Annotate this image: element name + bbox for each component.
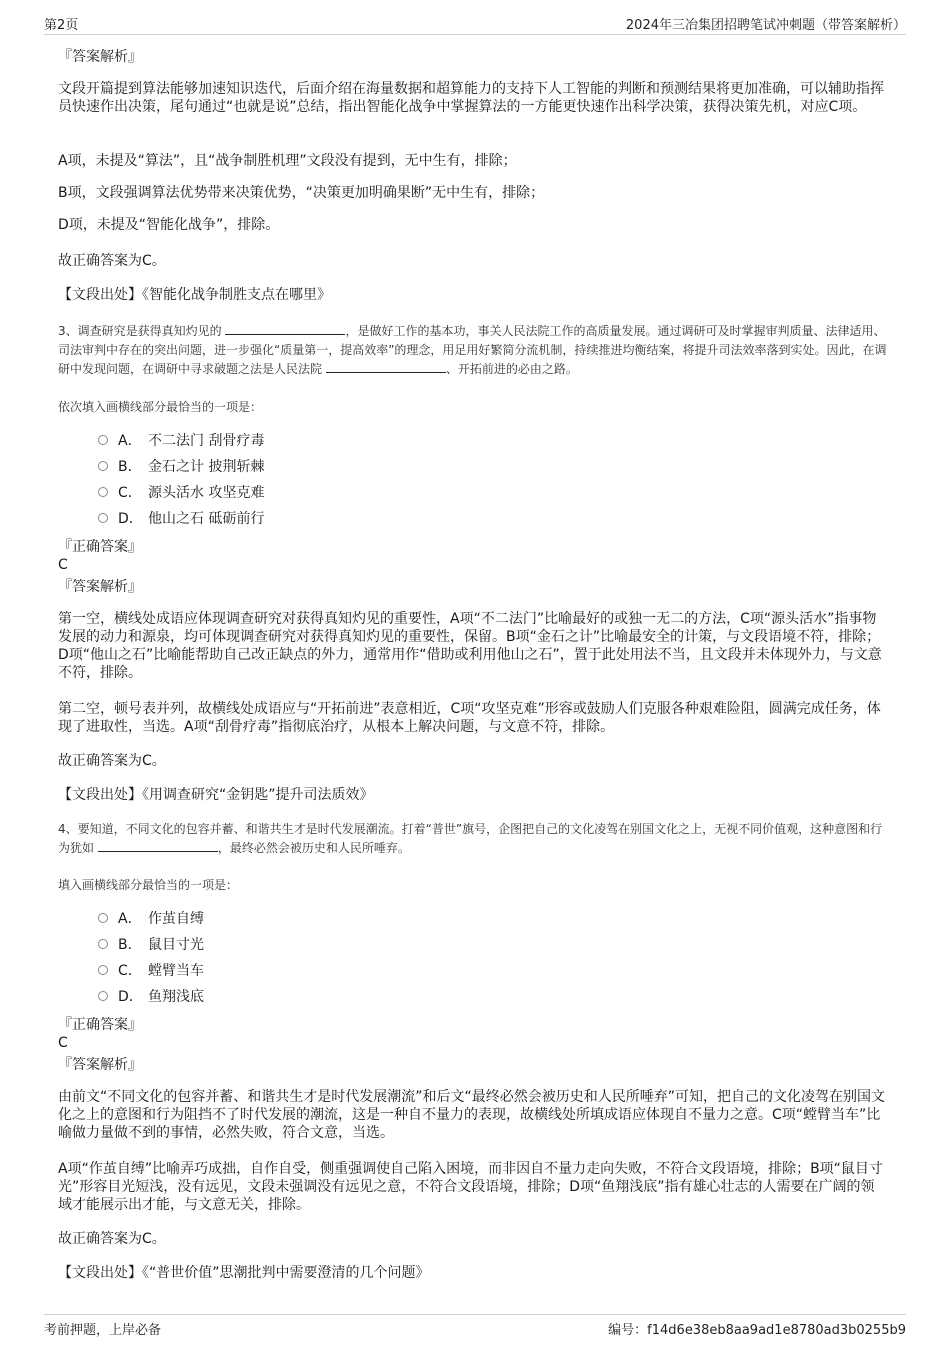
q2-analysis-para2: A项，未提及“算法”，且“战争制胜机理”文段没有提到，无中生有，排除； bbox=[58, 153, 517, 169]
option-key: B． bbox=[118, 459, 142, 475]
q3-correct-answer: C bbox=[58, 557, 68, 573]
q3-analysis-label: 『答案解析』 bbox=[58, 579, 142, 595]
q3-blank-1 bbox=[225, 322, 345, 335]
q2-conclusion: 故正确答案为C。 bbox=[58, 253, 166, 269]
q4-analysis-para2: A项“作茧自缚”比喻弄巧成拙，自作自受，侧重强调使自己陷入困境，而非因自不量力走向失败，不符合文段语境，排除；B项“鼠目寸光”形容目光短浅，没有远见，文段未强调没有远见之意，不符合文段语境，排除；D项“鱼翔浅底”指有雄心壮志的人需要在广阔的领域才能展示出才能，与文意无关，排除。 bbox=[58, 1161, 883, 1213]
document-code bbox=[608, 1319, 906, 1338]
q3-analysis-para2: 第二空，顿号表并列，故横线处成语应与“开拓前进”表意相近，C项“攻坚克难”形容或鼓励人们克服各种艰难险阻，圆满完成任务，体现了进取性，当选。A项“刮骨疗毒”指彻底治疗，从根本上解决问题，与文意不符，排除。 bbox=[58, 701, 881, 735]
q3-source: 【文段出处】《用调查研究“金钥匙”提升司法质效》 bbox=[58, 787, 374, 803]
q3-option-c[interactable] bbox=[98, 484, 264, 502]
q4-analysis-para1: 由前文“不同文化的包容并蓄、和谐共生才是时代发展潮流”和后文“最终必然会被历史和人民所唾弃”可知，把自己的文化凌驾在别国文化之上的意图和行为阻挡不了时代发展的潮流，这是一种自不量力的表现，故横线处所填成语应体现自不量力之意。C项“螳臂当车”比喻做力量做不到的事情，必然失败，符合文意，当选。 bbox=[58, 1089, 886, 1141]
option-key: D． bbox=[118, 511, 143, 527]
q3-stem bbox=[58, 322, 888, 379]
q4-option-b[interactable] bbox=[98, 936, 204, 954]
option-text: 源头活水 攻坚克难 bbox=[148, 485, 265, 501]
q3-stem-a: 3、调查研究是获得真知灼见的 bbox=[58, 324, 222, 338]
code-label: 编号： bbox=[608, 1323, 648, 1338]
q3-conclusion: 故正确答案为C。 bbox=[58, 753, 166, 769]
q4-stem bbox=[58, 820, 888, 858]
q2-source: 【文段出处】《智能化战争制胜支点在哪里》 bbox=[58, 287, 331, 303]
option-text: 鱼翔浅底 bbox=[148, 989, 204, 1005]
option-text: 不二法门 刮骨疗毒 bbox=[148, 433, 265, 449]
radio-icon[interactable] bbox=[98, 939, 108, 949]
q4-conclusion: 故正确答案为C。 bbox=[58, 1231, 166, 1247]
q4-option-a[interactable] bbox=[98, 910, 204, 928]
option-key: C． bbox=[118, 963, 142, 979]
q2-analysis-para4: D项，未提及“智能化战争”，排除。 bbox=[58, 217, 280, 233]
option-key: A． bbox=[118, 911, 142, 927]
q4-correct-answer: C bbox=[58, 1035, 68, 1051]
option-key: A． bbox=[118, 433, 142, 449]
q4-prompt: 填入画横线部分最恰当的一项是： bbox=[58, 878, 239, 892]
q4-blank bbox=[98, 839, 218, 852]
q4-analysis-label: 『答案解析』 bbox=[58, 1057, 142, 1073]
q2-analysis-label: 『答案解析』 bbox=[58, 49, 142, 65]
radio-icon[interactable] bbox=[98, 487, 108, 497]
footer-slogan: 考前押题，上岸必备 bbox=[44, 1323, 162, 1338]
q4-stem-b: ，最终必然会被历史和人民所唾弃。 bbox=[217, 841, 410, 855]
q2-analysis-para1: 文段开篇提到算法能够加速知识迭代，后面介绍在海量数据和超算能力的支持下人工智能的判断和预测结果将更加准确，可以辅助指挥员快速作出决策，尾句通过“也就是说”总结，指出智能化战争中掌握算法的一方能更快速作出科学决策，获得决策先机，对应C项。 bbox=[58, 81, 884, 115]
q3-stem-c: 、开拓前进的必由之路。 bbox=[445, 362, 578, 376]
page-number: 第2页 bbox=[44, 18, 79, 33]
q4-stem-a: 4、要知道，不同文化的包容并蓄、和谐共生才是时代发展潮流。打着“普世”旗号，企图把自己的文化凌驾在别国文化之上，无视不同价值观，这种意图和行为犹如 bbox=[58, 822, 883, 855]
q2-analysis-para3: B项，文段强调算法优势带来决策优势，“决策更加明确果断”无中生有，排除； bbox=[58, 185, 545, 201]
q3-analysis-para1: 第一空，横线处成语应体现调查研究对获得真知灼见的重要性，A项“不二法门”比喻最好的或独一无二的方法，C项“源头活水”指事物发展的动力和源泉，均可体现调查研究对获得真知灼见的重要性，保留。B项“金石之计”比喻最安全的计策，与文段语境不符，排除；D项“他山之石”比喻能帮助自己改正缺点的外力，通常用作“借助或利用他山之石”，置于此处用法不当，且文段并未体现外力，与文意不符，排除。 bbox=[58, 611, 882, 681]
radio-icon[interactable] bbox=[98, 461, 108, 471]
q4-option-d[interactable] bbox=[98, 988, 204, 1006]
option-text: 作茧自缚 bbox=[148, 911, 204, 927]
radio-icon[interactable] bbox=[98, 965, 108, 975]
q3-option-b[interactable] bbox=[98, 458, 264, 476]
option-text: 螳臂当车 bbox=[148, 963, 204, 979]
q3-blank-2 bbox=[326, 360, 446, 373]
radio-icon[interactable] bbox=[98, 513, 108, 523]
code-value: f14d6e38eb8aa9ad1e8780ad3b0255b9 bbox=[647, 1323, 906, 1338]
q3-option-a[interactable] bbox=[98, 432, 264, 450]
option-key: D． bbox=[118, 989, 143, 1005]
option-text: 鼠目寸光 bbox=[148, 937, 204, 953]
document-title: 2024年三冶集团招聘笔试冲刺题（带答案解析） bbox=[625, 18, 906, 33]
option-key: C． bbox=[118, 485, 142, 501]
q4-source: 【文段出处】《“普世价值”思潮批判中需要澄清的几个问题》 bbox=[58, 1265, 430, 1281]
page-header bbox=[44, 14, 906, 35]
radio-icon[interactable] bbox=[98, 435, 108, 445]
q3-correct-label: 『正确答案』 bbox=[58, 539, 142, 555]
option-text: 他山之石 砥砺前行 bbox=[148, 511, 265, 527]
option-text: 金石之计 披荆斩棘 bbox=[148, 459, 265, 475]
q3-stem-b: ，是做好工作的基本功，事关人民法院工作的高质量发展。通过调研可及时掌握审判质量、法律适用、司法审判中存在的突出问题，进一步强化“质量第一，提高效率”的理念，用足用好繁简分流机制，持续推进均衡结案，将提升司法效率落到实处。因此，在调研中发现问题，在调研中寻求破题之法是人民法院 bbox=[58, 324, 887, 376]
q3-prompt: 依次填入画横线部分最恰当的一项是： bbox=[58, 400, 263, 414]
radio-icon[interactable] bbox=[98, 913, 108, 923]
radio-icon[interactable] bbox=[98, 991, 108, 1001]
page-footer bbox=[44, 1314, 906, 1337]
option-key: B． bbox=[118, 937, 142, 953]
q4-correct-label: 『正确答案』 bbox=[58, 1017, 142, 1033]
q4-option-c[interactable] bbox=[98, 962, 204, 980]
q3-option-d[interactable] bbox=[98, 510, 264, 528]
